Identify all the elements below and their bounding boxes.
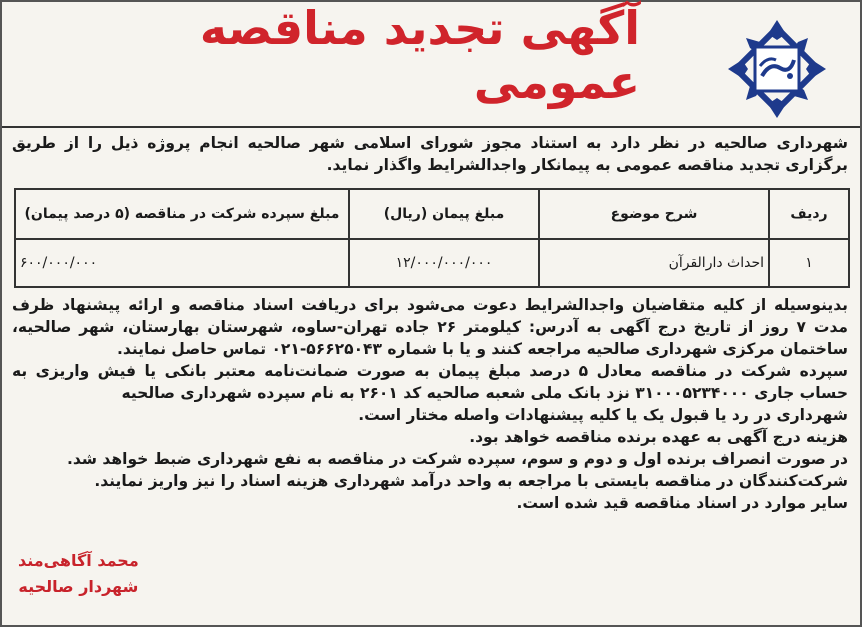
header-contract-amount: مبلغ پیمان (ریال)	[349, 189, 539, 239]
intro-paragraph: شهرداری صالحیه در نظر دارد به استناد مجوز شورای اسلامی شهر صالحیه انجام پروژه ذیل را از طریق برگزاری تجدید مناقصه عمومی به پیمانکار واجدالشرایط واگذار نماید.	[12, 134, 848, 174]
notice-title: آگهی تجدید مناقصه عمومی	[199, 1, 640, 109]
table-row	[15, 239, 849, 287]
table-header-row	[15, 189, 849, 239]
row-number-cell: ۱	[769, 239, 849, 287]
deposit-paragraph: سپرده شرکت در مناقصه معادل ۵ درصد مبلغ پیمان به صورت ضمانت‌نامه معتبر بانکی یا فیش واریزی به حساب جاری ۳۱۰۰۰۵۲۳۴۰۰۰ نزد بانک ملی شعبه صالحیه کد ۲۶۰۱ به نام سپرده شهرداری صالحیه	[12, 362, 848, 402]
other-terms-paragraph: سایر موارد در اسناد مناقصه قید شده است.	[516, 494, 848, 512]
header-deposit-amount: مبلغ سپرده شرکت در مناقصه (۵ درصد پیمان)	[15, 189, 349, 239]
rejection-right-paragraph: شهرداری در رد یا قبول یک یا کلیه پیشنهادات واصله مختار است.	[358, 406, 848, 424]
tender-table	[14, 188, 850, 288]
conditions-text	[12, 294, 848, 514]
invitation-paragraph: بدینوسیله از کلیه متقاضیان واجدالشرایط دعوت می‌شود برای دریافت اسناد مناقصه و ارائه پیشنهاد ظرف مدت ۷ روز از تاریخ درج آگهی به آدرس: کیلومتر ۲۶ جاده تهران-ساوه، شهرستان بهارستان، شهر صالحیه، ساختمان مرکزی شهرداری صالحیه مراجعه کنند و یا با شماره ۵۶۶۲۵۰۴۳-۰۲۱ تماس حاصل نمایند.	[12, 296, 848, 358]
municipality-logo-icon	[724, 16, 830, 122]
signature-block	[18, 548, 139, 600]
contract-amount-cell: ۱۲/۰۰۰/۰۰۰/۰۰۰	[349, 239, 539, 287]
forfeit-paragraph: در صورت انصراف برنده اول و دوم و سوم، سپرده شرکت در مناقصه به نفع شهرداری ضبط خواهد شد.	[66, 450, 848, 468]
header-row-number: ردیف	[769, 189, 849, 239]
signatory-position: شهردار صالحیه	[18, 577, 139, 596]
ad-cost-paragraph: هزینه درج آگهی به عهده برنده مناقصه خواهد بود.	[469, 428, 848, 446]
header-description: شرح موضوع	[539, 189, 769, 239]
notice-header	[2, 2, 860, 128]
signatory-name: محمد آگاهی‌مند	[18, 551, 139, 570]
deposit-amount-cell: ۶۰۰/۰۰۰/۰۰۰	[15, 239, 349, 287]
description-cell: احداث دارالقرآن	[539, 239, 769, 287]
document-fee-paragraph: شرکت‌کنندگان در مناقصه بایستی با مراجعه به واحد درآمد شهرداری هزینه اسناد را نیز واریز نمایند.	[94, 472, 848, 490]
